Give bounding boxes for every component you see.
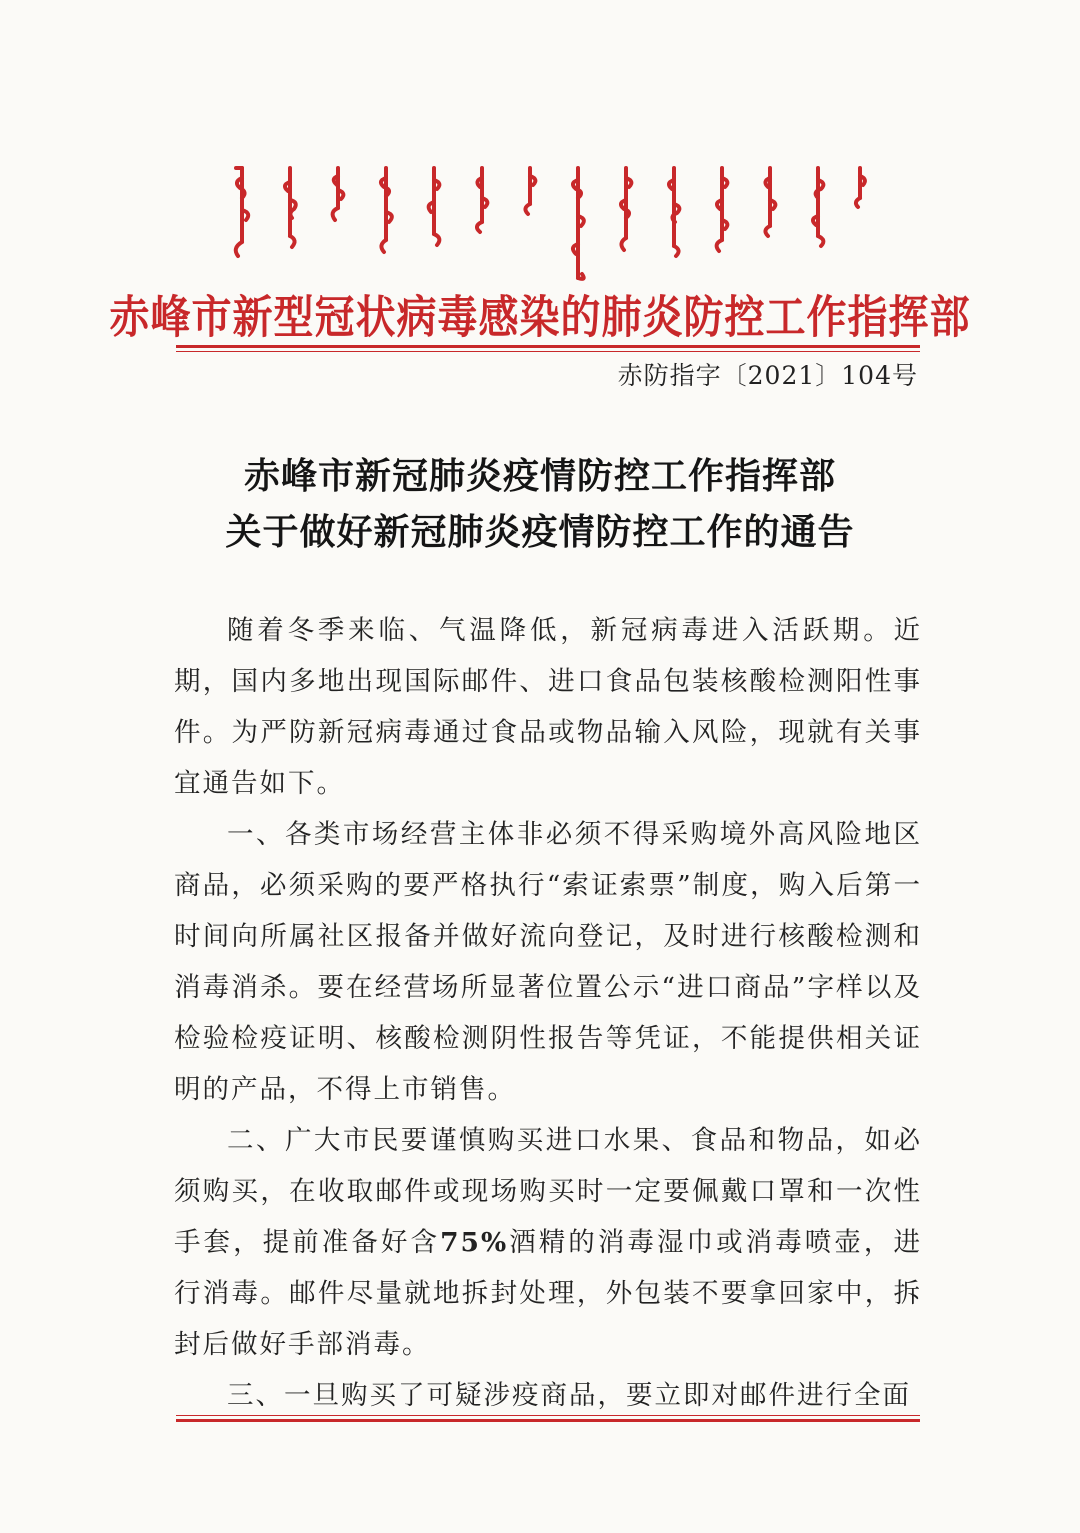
item-2-text-a: 二、广大市民要谨慎购买进口水果、食品和物品，如必须购买，在收取邮件或现场购买时一定要佩戴口罩和一次性手套，提前准备好含 [174,1125,922,1258]
body-text [174,605,922,1421]
alcohol-percentage: 75% [440,1227,509,1258]
item-2-text-b: 酒精的消毒湿巾或消毒喷壶，进行消毒。邮件尽量就地拆封处理，外包装不要拿回家中，拆封后做好手部消毒。 [174,1227,922,1360]
document-number: 赤防指字〔2021〕104号 [617,361,918,390]
paragraph-intro: 随着冬季来临、气温降低，新冠病毒进入活跃期。近期，国内多地出现国际邮件、进口食品包装核酸检测阳性事件。为严防新冠病毒通过食品或物品输入风险，现就有关事宜通告如下。 [174,615,922,799]
footer-rule-thin [176,1415,920,1416]
paragraph-item-2 [174,1115,922,1370]
title-line-1: 赤峰市新冠肺炎疫情防控工作指挥部 [243,455,836,497]
paragraph-item-1: 一、各类市场经营主体非必须不得采购境外高风险地区商品，必须采购的要严格执行“索证索票”制度，购入后第一时间向所属社区报备并做好流向登记，及时进行核酸检测和消毒消杀。要在经营场所显著位置公示“进口商品”字样以及检验检疫证明、核酸检测阴性报告等凭证，不能提供相关证明的产品，不得上市销售。 [174,819,922,1105]
paragraph-item-3: 三、一旦购买了可疑涉疫商品，要立即对邮件进行全面 [227,1380,911,1411]
org-name-header: 赤峰市新型冠状病毒感染的肺炎防控工作指挥部 [109,292,971,344]
header-rule-thin [176,351,920,352]
title-line-2: 关于做好新冠肺炎疫情防控工作的通告 [225,511,855,553]
mongolian-script-header [230,160,870,285]
header-rule-thick [176,345,920,348]
footer-rule-thick [176,1419,920,1422]
